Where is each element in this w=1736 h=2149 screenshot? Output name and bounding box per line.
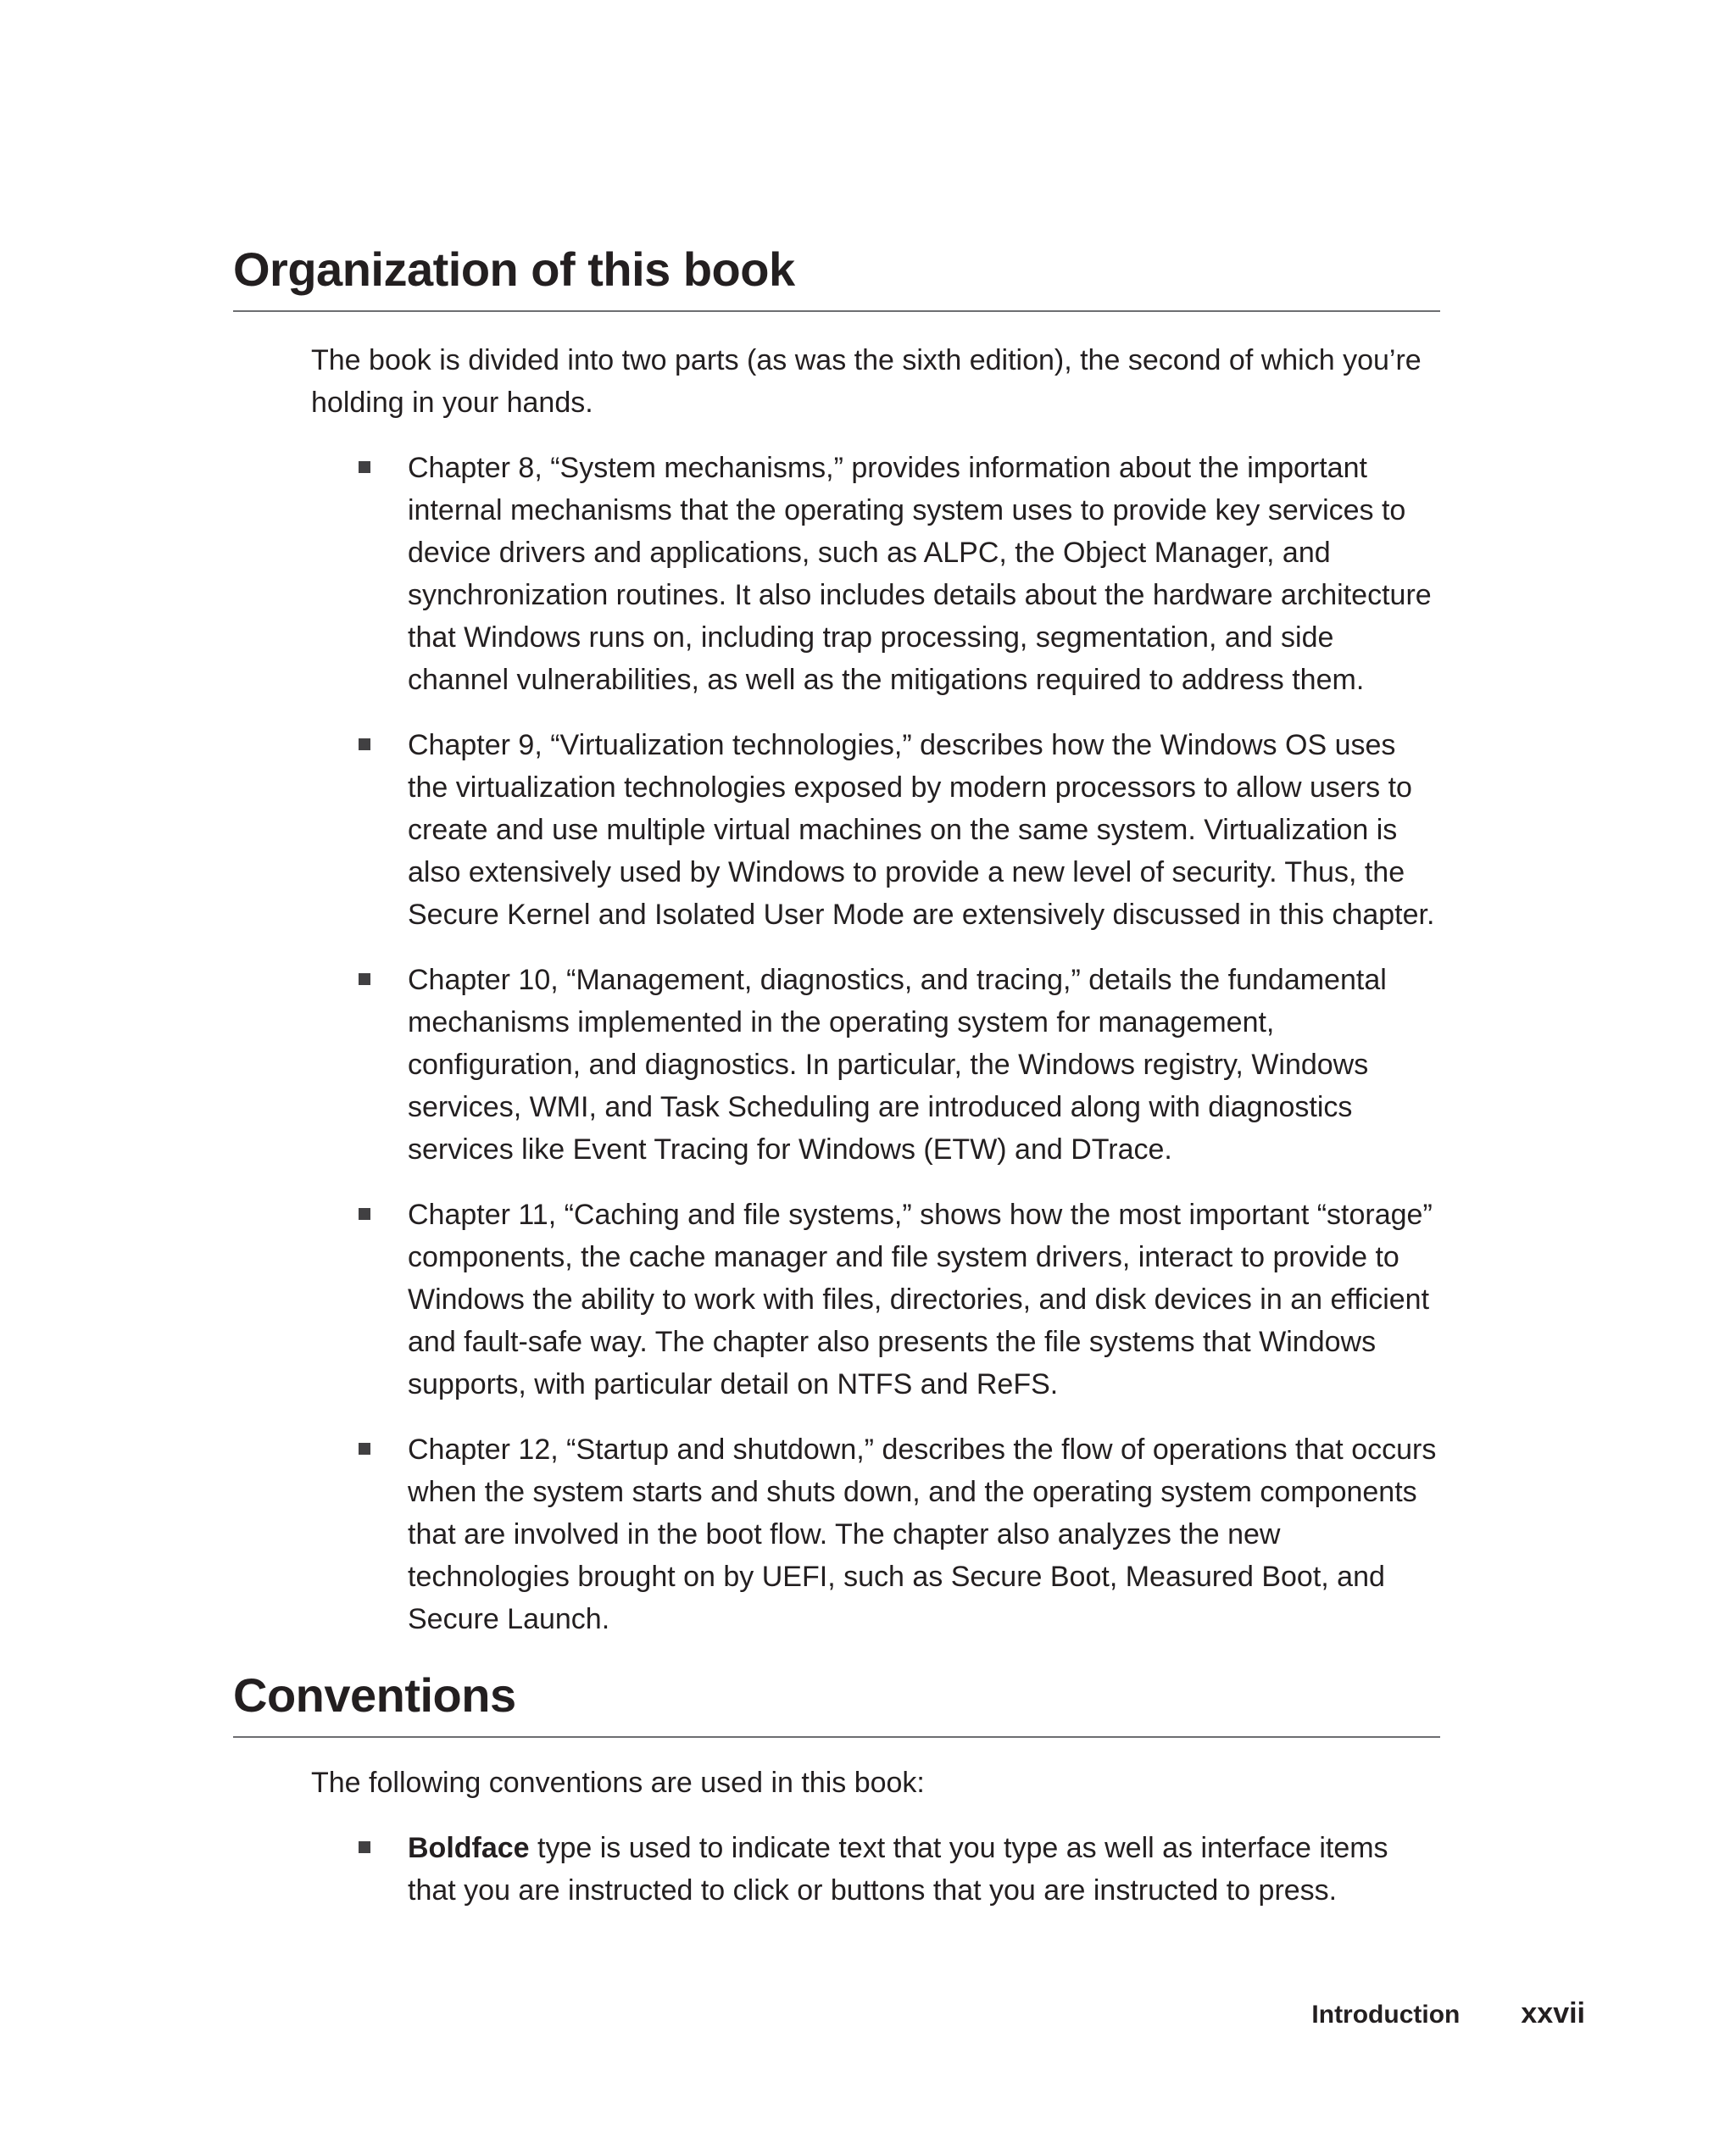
list-item-text: Chapter 10, “Management, diagnostics, and tracing,” details the fundamental mechanisms implemented in the operating system for management, configuration, and diagnostics. In particular, the Windows registry, Windows services, WMI, and Task Scheduling are introduced along with diagnostics services like Event Tracing for Windows (ETW) and DTrace. xyxy=(408,964,1387,1166)
section-title-organization: Organization of this book xyxy=(233,242,795,296)
list-item-text: Chapter 12, “Startup and shutdown,” describes the flow of operations that occurs when the system starts and shuts down, and the operating system components that are involved in the boot flow. The chapter also analyzes the new technologies brought on by UEFI, such as Secure Boot, Measured Boot, and Secure Launch. xyxy=(408,1434,1437,1635)
list-item xyxy=(233,724,1440,936)
list-item-text: Chapter 11, “Caching and file systems,” shows how the most important “storage” components, the cache manager and file system drivers, interact to provide to Windows the ability to work with files, directories, and disk devices in an efficient and fault-safe way. The chapter also presents the file systems that Windows supports, with particular detail on NTFS and ReFS. xyxy=(408,1199,1433,1400)
list-item-text: Chapter 8, “System mechanisms,” provides information about the important internal mechanisms that the operating system uses to provide key services to device drivers and applications, such as ALPC, the Object Manager, and synchronization routines. It also includes details about the hardware architecture that Windows runs on, including trap processing, segmentation, and side channel vulnerabilities, as well as the mitigations required to address them. xyxy=(408,452,1432,696)
square-bullet-icon xyxy=(359,1443,370,1455)
chapter-list xyxy=(233,447,1440,1640)
square-bullet-icon xyxy=(359,738,370,750)
list-item xyxy=(233,1428,1440,1640)
section-rule xyxy=(233,310,1440,312)
list-item xyxy=(233,1827,1440,1912)
list-item xyxy=(233,1194,1440,1406)
square-bullet-icon xyxy=(359,1208,370,1220)
running-footer-chapter: Introduction xyxy=(1311,2001,1461,2029)
square-bullet-icon xyxy=(359,1841,370,1853)
section-title-conventions: Conventions xyxy=(233,1668,516,1722)
section-rule xyxy=(233,1736,1440,1738)
list-item-text: type is used to indicate text that you type as well as interface items that you are instructed to click or buttons that you are instructed to press. xyxy=(408,1832,1388,1907)
list-item xyxy=(233,959,1440,1171)
page-footer xyxy=(1311,1997,1585,2030)
conventions-section xyxy=(233,1668,1440,1912)
intro-paragraph: The following conventions are used in this book: xyxy=(311,1767,925,1799)
list-item-text: Chapter 9, “Virtualization technologies,” describes how the Windows OS uses the virtualization technologies exposed by modern processors to allow users to create and use multiple virtual machines on the same system. Virtualization is also extensively used by Windows to provide a new level of security. Thus, the Secure Kernel and Isolated User Mode are extensively discussed in this chapter. xyxy=(408,729,1435,931)
square-bullet-icon xyxy=(359,973,370,985)
boldface-term: Boldface xyxy=(408,1832,530,1864)
intro-paragraph: The book is divided into two parts (as was the sixth edition), the second of which you’re holding in your hands. xyxy=(311,344,1422,419)
organization-section xyxy=(233,242,1440,1640)
page-number: xxvii xyxy=(1521,1997,1585,2029)
square-bullet-icon xyxy=(359,461,370,473)
conventions-list xyxy=(233,1827,1440,1912)
list-item xyxy=(233,447,1440,701)
